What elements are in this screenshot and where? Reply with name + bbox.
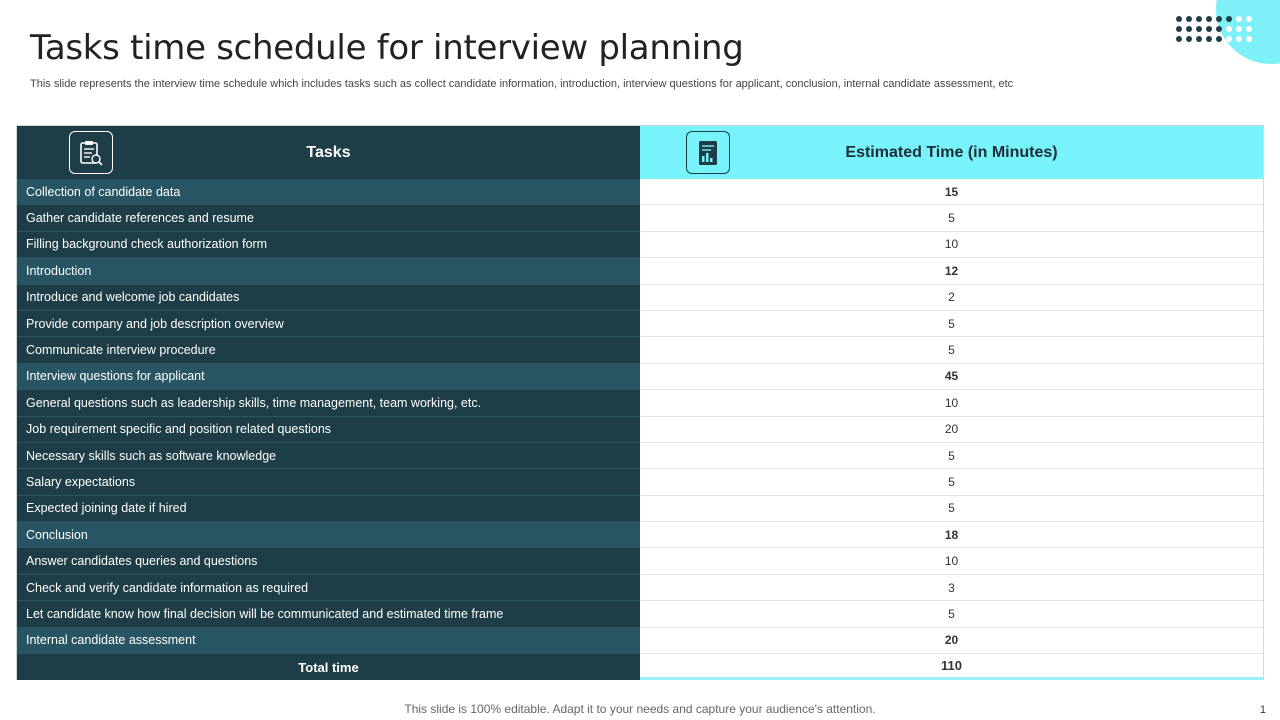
table-row — [17, 496, 1263, 522]
decorative-dot — [1206, 36, 1212, 42]
decorative-dot — [1206, 26, 1212, 32]
task-cell: Introduction — [17, 258, 640, 284]
decorative-dot-grid — [1174, 14, 1254, 44]
decorative-dot — [1216, 26, 1222, 32]
decorative-dot — [1236, 16, 1242, 22]
task-cell: Salary expectations — [17, 469, 640, 495]
task-cell: Conclusion — [17, 522, 640, 548]
task-cell: Expected joining date if hired — [17, 496, 640, 522]
tasks-column-header — [17, 126, 640, 179]
decorative-dot — [1246, 36, 1252, 42]
decorative-dot — [1226, 36, 1232, 42]
decorative-dot — [1196, 36, 1202, 42]
task-cell: Check and verify candidate information as required — [17, 575, 640, 601]
table-row — [17, 232, 1263, 258]
table-section-row — [17, 364, 1263, 390]
clipboard-document-icon — [69, 131, 113, 174]
task-cell: Introduce and welcome job candidates — [17, 285, 640, 311]
task-cell: Provide company and job description overview — [17, 311, 640, 337]
task-cell: Communicate interview procedure — [17, 337, 640, 363]
task-cell: Filling background check authorization form — [17, 232, 640, 258]
time-cell: 20 — [640, 417, 1263, 443]
decorative-dot — [1196, 16, 1202, 22]
table-row — [17, 575, 1263, 601]
table-total-row — [17, 654, 1263, 680]
report-chart-icon — [686, 131, 730, 174]
table-row — [17, 443, 1263, 469]
decorative-dot — [1226, 16, 1232, 22]
total-value-cell: 110 — [640, 654, 1263, 680]
decorative-dot — [1186, 26, 1192, 32]
table-row — [17, 311, 1263, 337]
table-body — [17, 179, 1263, 680]
total-label-cell: Total time — [17, 654, 640, 680]
table-header-row — [17, 126, 1263, 179]
table-row — [17, 337, 1263, 363]
decorative-dot — [1176, 36, 1182, 42]
time-cell: 20 — [640, 628, 1263, 654]
decorative-dot — [1176, 16, 1182, 22]
decorative-dot — [1176, 26, 1182, 32]
table-section-row — [17, 522, 1263, 548]
task-cell: Job requirement specific and position related questions — [17, 417, 640, 443]
time-cell: 15 — [640, 179, 1263, 205]
time-cell: 45 — [640, 364, 1263, 390]
time-cell: 2 — [640, 285, 1263, 311]
time-cell: 5 — [640, 311, 1263, 337]
time-cell: 5 — [640, 496, 1263, 522]
decorative-dot — [1196, 26, 1202, 32]
time-cell: 5 — [640, 443, 1263, 469]
table-row — [17, 205, 1263, 231]
time-cell: 12 — [640, 258, 1263, 284]
time-cell: 5 — [640, 205, 1263, 231]
task-cell: Let candidate know how final decision will be communicated and estimated time frame — [17, 601, 640, 627]
decorative-dot — [1186, 16, 1192, 22]
schedule-table — [16, 125, 1264, 680]
time-column-header — [640, 126, 1263, 179]
slide-title: Tasks time schedule for interview planning — [30, 28, 744, 68]
task-cell: Internal candidate assessment — [17, 628, 640, 654]
table-row — [17, 601, 1263, 627]
decorative-dot — [1186, 36, 1192, 42]
decorative-dot — [1236, 26, 1242, 32]
time-cell: 5 — [640, 601, 1263, 627]
task-cell: General questions such as leadership skills, time management, team working, etc. — [17, 390, 640, 416]
time-cell: 10 — [640, 548, 1263, 574]
task-cell: Collection of candidate data — [17, 179, 640, 205]
task-cell: Interview questions for applicant — [17, 364, 640, 390]
table-section-row — [17, 258, 1263, 284]
time-cell: 5 — [640, 337, 1263, 363]
decorative-dot — [1216, 16, 1222, 22]
page-number: 1 — [1259, 704, 1266, 716]
table-row — [17, 548, 1263, 574]
decorative-dot — [1246, 26, 1252, 32]
task-cell: Necessary skills such as software knowledge — [17, 443, 640, 469]
time-cell: 5 — [640, 469, 1263, 495]
decorative-dot — [1226, 26, 1232, 32]
decorative-dot — [1206, 16, 1212, 22]
decorative-dot — [1246, 16, 1252, 22]
decorative-dot — [1216, 36, 1222, 42]
time-cell: 3 — [640, 575, 1263, 601]
table-section-row — [17, 628, 1263, 654]
table-row — [17, 417, 1263, 443]
table-section-row — [17, 179, 1263, 205]
table-row — [17, 469, 1263, 495]
task-cell: Gather candidate references and resume — [17, 205, 640, 231]
slide-footer-note: This slide is 100% editable. Adapt it to your needs and capture your audience's attention. — [404, 702, 876, 716]
tasks-header-label: Tasks — [306, 143, 351, 161]
time-cell: 10 — [640, 390, 1263, 416]
time-header-label: Estimated Time (in Minutes) — [845, 143, 1058, 161]
slide-subtitle: This slide represents the interview time schedule which includes tasks such as collect candidate information, introduction, interview questions for applicant, conclusion, internal candidate assessment, etc — [30, 78, 1014, 90]
table-row — [17, 285, 1263, 311]
time-cell: 10 — [640, 232, 1263, 258]
time-cell: 18 — [640, 522, 1263, 548]
decorative-dot — [1236, 36, 1242, 42]
task-cell: Answer candidates queries and questions — [17, 548, 640, 574]
table-row — [17, 390, 1263, 416]
